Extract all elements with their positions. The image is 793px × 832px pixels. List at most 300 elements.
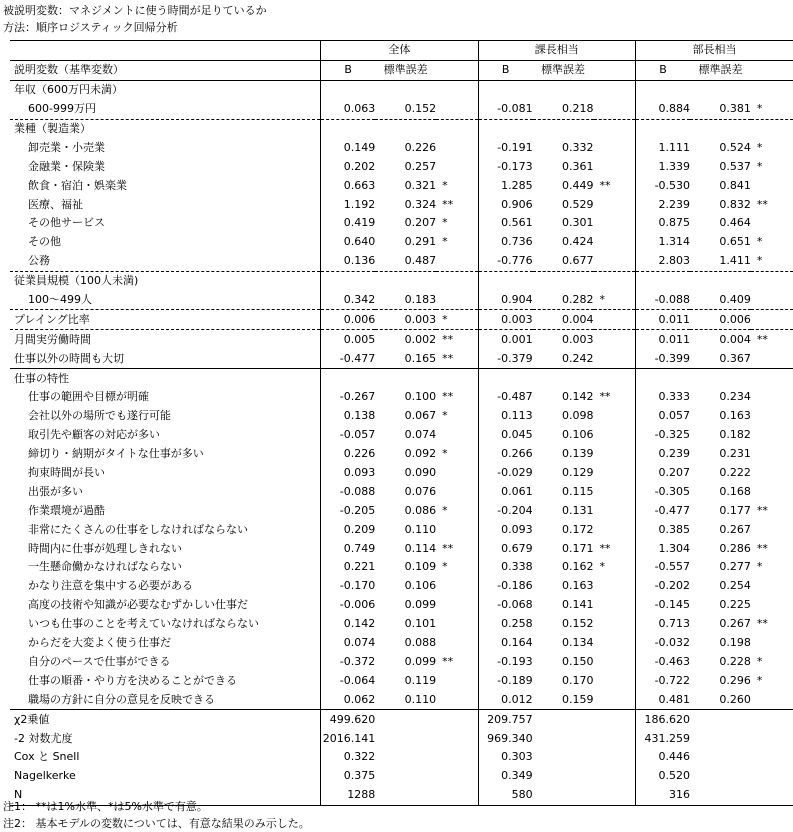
significance-cell [751, 634, 793, 653]
empty-cell [533, 786, 594, 805]
se-cell: 0.651 [719, 235, 751, 249]
significance-cell: ** [599, 390, 611, 404]
se-cell: 0.171 [562, 541, 594, 555]
empty-cell [533, 369, 594, 388]
coef-cell: 1.285 [478, 176, 533, 195]
significance-cell: * [442, 560, 448, 574]
empty-cell [594, 119, 636, 138]
coef-cell: -0.722 [635, 671, 690, 690]
coef-cell: 0.221 [321, 558, 376, 577]
se-cell: 0.449 [562, 178, 594, 192]
row-label: いつも仕事のことを考えていなければならない [28, 617, 259, 631]
se-cell: 0.101 [404, 617, 437, 631]
coef-cell: 0.342 [321, 291, 376, 310]
significance-cell: * [756, 673, 763, 687]
se-cell: 0.134 [562, 636, 594, 650]
significance-cell [594, 596, 636, 615]
significance-cell [594, 520, 636, 539]
row-label: 仕事の順番・やり方を決めることができる [28, 673, 237, 687]
significance-cell [436, 426, 478, 445]
significance-cell: ** [756, 197, 768, 211]
se-cell: 0.291 [404, 235, 437, 249]
coef-cell: -0.173 [478, 157, 533, 176]
stat-value: 0.520 [635, 767, 690, 786]
column-header-se: 標準誤差 [375, 60, 436, 80]
coef-cell: 0.906 [478, 195, 533, 214]
coef-cell: 0.061 [478, 482, 533, 501]
significance-cell: * [436, 310, 478, 330]
se-cell: 0.324 [404, 197, 437, 211]
empty-cell [321, 369, 376, 388]
significance-cell [436, 291, 478, 310]
se-cell: 0.296 [719, 673, 751, 687]
table-row [10, 426, 793, 445]
significance-cell: ** [599, 178, 611, 192]
se-cell: 0.198 [719, 636, 751, 650]
significance-cell: ** [442, 390, 454, 404]
group-header: 全体 [321, 41, 478, 61]
row-label: 自分のペースで仕事ができる [28, 654, 171, 668]
significance-cell: * [442, 216, 448, 230]
stat-value: 316 [635, 786, 690, 805]
category-row [10, 271, 793, 290]
coef-cell: -0.088 [635, 291, 690, 310]
column-header-sig [436, 60, 478, 80]
row-label: 作業環境が過酷 [28, 503, 105, 517]
significance-cell: * [756, 235, 763, 249]
stat-label: -2 対数尤度 [14, 731, 73, 745]
coef-cell: -0.267 [321, 388, 376, 407]
coef-cell: 2.803 [635, 252, 690, 271]
table-row [10, 596, 793, 615]
row-label: 従業員規模（100人未満) [10, 271, 321, 290]
significance-cell [436, 138, 478, 157]
significance-cell [594, 214, 636, 233]
group-header: 部長相当 [635, 41, 793, 61]
table-row [10, 464, 793, 483]
significance-cell: ** [442, 654, 454, 668]
dependent-variable-title: 被説明変数：マネジメントに使う時間が足りているか [3, 4, 267, 17]
se-cell: 0.129 [562, 466, 594, 480]
se-cell: 0.086 [404, 503, 437, 517]
stat-value: 431.259 [635, 729, 690, 748]
significance-cell [751, 464, 793, 483]
coef-cell: 1.304 [635, 539, 690, 558]
significance-cell: * [442, 409, 448, 423]
table-row [10, 291, 793, 310]
coef-cell: -0.372 [321, 653, 376, 672]
se-cell: 0.150 [562, 654, 594, 668]
row-label: 年収（600万円未満） [10, 80, 321, 99]
significance-cell [436, 157, 478, 176]
row-label: 締切り・納期がタイトな仕事が多い [28, 447, 204, 461]
se-cell: 0.141 [562, 598, 594, 612]
empty-cell [436, 271, 478, 290]
coef-cell: 0.333 [635, 388, 690, 407]
coef-cell: -0.487 [478, 388, 533, 407]
se-cell: 0.168 [719, 484, 751, 498]
coef-cell: 0.481 [635, 690, 690, 709]
significance-cell [436, 464, 478, 483]
row-label: 拘束時間が長い [28, 466, 105, 480]
empty-cell [751, 710, 793, 729]
se-cell: 0.152 [562, 617, 594, 631]
table-row [10, 138, 793, 157]
se-cell: 0.115 [562, 484, 594, 498]
coef-cell: 0.006 [321, 310, 376, 330]
row-label: 仕事の特性 [10, 369, 321, 388]
significance-cell: ** [756, 541, 768, 555]
coef-cell: 0.266 [478, 445, 533, 464]
significance-cell [594, 501, 636, 520]
se-cell: 0.537 [719, 159, 751, 173]
category-row [10, 80, 793, 99]
table-row [10, 501, 793, 520]
significance-cell [751, 291, 793, 310]
significance-cell [436, 615, 478, 634]
row-label: 卸売業・小売業 [28, 140, 105, 154]
significance-cell [751, 349, 793, 368]
table-notes [3, 798, 310, 832]
coef-cell: 0.904 [478, 291, 533, 310]
column-header-row [10, 60, 793, 80]
se-cell: 0.106 [562, 428, 594, 442]
se-cell: 0.267 [719, 522, 751, 536]
table-row [10, 615, 793, 634]
corner-cell [10, 41, 321, 61]
empty-cell [436, 748, 478, 767]
empty-cell [751, 119, 793, 138]
table-row [10, 671, 793, 690]
row-label: 月間実労働時間 [10, 330, 321, 349]
se-cell: 0.003 [533, 330, 594, 349]
column-header-b: B [321, 60, 376, 80]
se-cell: 0.332 [562, 140, 594, 154]
coef-cell: 0.663 [321, 176, 376, 195]
coef-cell: -0.463 [635, 653, 690, 672]
empty-cell [436, 119, 478, 138]
coef-cell: 0.045 [478, 426, 533, 445]
empty-cell [690, 748, 751, 767]
coef-cell: 0.875 [635, 214, 690, 233]
coef-cell: -0.399 [635, 349, 690, 368]
significance-cell [751, 577, 793, 596]
se-cell: 0.098 [562, 409, 594, 423]
row-label: プレイング比率 [10, 310, 321, 330]
significance-cell [594, 349, 636, 368]
se-cell: 0.003 [375, 310, 436, 330]
empty-cell [375, 710, 436, 729]
row-label: 高度の技術や知識が必要なむずかしい仕事だ [28, 598, 248, 612]
se-cell: 0.170 [562, 673, 594, 687]
empty-cell [321, 80, 376, 99]
empty-cell [594, 271, 636, 290]
se-cell: 0.487 [404, 254, 437, 268]
table-row [10, 653, 793, 672]
row-label: その他 [28, 235, 61, 249]
table-row [10, 157, 793, 176]
stat-value: 0.303 [478, 748, 533, 767]
fit-stat-row [10, 767, 793, 786]
significance-cell [751, 407, 793, 426]
fit-stat-row [10, 710, 793, 729]
empty-cell [533, 119, 594, 138]
stat-value: 0.349 [478, 767, 533, 786]
coef-cell: 0.202 [321, 157, 376, 176]
empty-cell [478, 119, 533, 138]
significance-cell [594, 634, 636, 653]
coef-cell: -0.557 [635, 558, 690, 577]
table-row [10, 690, 793, 709]
row-label: かなり注意を集中する必要がある [28, 579, 193, 593]
significance-cell: * [442, 235, 448, 249]
significance-cell [436, 596, 478, 615]
row-label: 職場の方針に自分の意見を反映できる [28, 692, 215, 706]
se-cell: 0.131 [562, 503, 594, 517]
se-cell: 0.226 [404, 140, 437, 154]
se-cell: 0.172 [562, 522, 594, 536]
significance-cell: * [756, 560, 763, 574]
se-cell: 0.301 [562, 216, 594, 230]
significance-cell: * [599, 293, 605, 307]
coef-cell: 0.385 [635, 520, 690, 539]
se-cell: 0.163 [562, 579, 594, 593]
stat-label: χ2乗値 [10, 710, 321, 729]
significance-cell: * [756, 140, 763, 154]
se-cell: 0.159 [562, 692, 594, 706]
empty-cell [690, 369, 751, 388]
table-row [10, 176, 793, 195]
se-cell: 0.277 [719, 560, 751, 574]
coef-cell: 0.884 [635, 100, 690, 119]
se-cell: 0.524 [719, 140, 751, 154]
empty-cell [635, 80, 690, 99]
se-cell: 0.231 [719, 447, 751, 461]
empty-cell [690, 786, 751, 805]
significance-cell [436, 634, 478, 653]
se-cell: 0.092 [404, 447, 437, 461]
stat-label: N [10, 786, 321, 805]
significance-cell: ** [442, 197, 454, 211]
note-line: 注1： **は1%水準、*は5%水準で有意。 [3, 800, 208, 813]
empty-cell [751, 729, 793, 748]
se-cell: 0.139 [562, 447, 594, 461]
coef-cell: 0.736 [478, 233, 533, 252]
empty-cell [533, 767, 594, 786]
stat-label: Cox と Snell [14, 750, 80, 764]
significance-cell: ** [442, 351, 454, 365]
empty-cell [751, 767, 793, 786]
stat-value: 2016.141 [321, 729, 376, 748]
empty-cell [635, 369, 690, 388]
se-cell: 0.841 [719, 178, 751, 192]
significance-cell [594, 482, 636, 501]
significance-cell [594, 100, 636, 119]
se-cell: 0.162 [562, 560, 594, 574]
empty-cell [594, 369, 636, 388]
se-cell: 0.218 [562, 102, 594, 116]
significance-cell: * [756, 654, 763, 668]
significance-cell [594, 690, 636, 709]
significance-cell: * [442, 447, 448, 461]
note-line: 注2： 基本モデルの変数については、有意な結果のみ示した。 [3, 817, 310, 830]
se-cell: 0.099 [404, 598, 437, 612]
se-cell: 0.282 [562, 293, 594, 307]
empty-cell [436, 369, 478, 388]
coef-cell: 1.339 [635, 157, 690, 176]
stat-value: 209.757 [478, 710, 533, 729]
significance-cell: ** [599, 541, 611, 555]
coef-cell: 0.164 [478, 634, 533, 653]
column-header-sig [751, 60, 793, 80]
coef-cell: -0.776 [478, 252, 533, 271]
coef-cell: 0.011 [635, 330, 690, 349]
se-cell: 0.464 [719, 216, 751, 230]
significance-cell [594, 577, 636, 596]
row-label: 100～499人 [28, 293, 92, 307]
method-title: 方法：順序ロジスティック回帰分析 [3, 21, 178, 34]
coef-cell: -0.145 [635, 596, 690, 615]
se-cell: 0.234 [719, 390, 751, 404]
row-label: 会社以外の場所でも遂行可能 [28, 409, 171, 423]
empty-cell [375, 369, 436, 388]
coef-cell: -0.006 [321, 596, 376, 615]
empty-cell [690, 710, 751, 729]
se-cell: 0.254 [719, 579, 751, 593]
coef-cell: 1.111 [635, 138, 690, 157]
se-cell: 0.222 [719, 466, 751, 480]
empty-cell [375, 119, 436, 138]
empty-cell [594, 729, 636, 748]
se-cell: 0.260 [719, 692, 751, 706]
empty-cell [690, 119, 751, 138]
coef-cell: 0.005 [321, 330, 376, 349]
empty-cell [751, 369, 793, 388]
coef-cell: 0.209 [321, 520, 376, 539]
se-cell: 0.409 [719, 293, 751, 307]
se-cell: 0.361 [562, 159, 594, 173]
coef-cell: -0.204 [478, 501, 533, 520]
significance-cell: ** [756, 503, 768, 517]
fit-stat-row [10, 748, 793, 767]
se-cell: 0.119 [404, 673, 437, 687]
se-cell: 0.165 [404, 351, 437, 365]
coef-cell: 0.713 [635, 615, 690, 634]
coef-cell: 0.142 [321, 615, 376, 634]
significance-cell [751, 388, 793, 407]
coef-cell: 0.561 [478, 214, 533, 233]
significance-cell: ** [756, 617, 768, 631]
empty-cell [321, 271, 376, 290]
significance-cell [751, 445, 793, 464]
coef-cell: -0.305 [635, 482, 690, 501]
stat-value: 580 [478, 786, 533, 805]
se-cell: 0.099 [404, 654, 437, 668]
se-cell: 0.004 [690, 330, 751, 349]
se-cell: 0.067 [404, 409, 437, 423]
category-row [10, 119, 793, 138]
table-row [10, 539, 793, 558]
row-label: 公務 [28, 254, 50, 268]
fit-stat-row [10, 729, 793, 748]
se-cell: 0.106 [404, 579, 437, 593]
coef-cell: -0.379 [478, 349, 533, 368]
significance-cell [594, 138, 636, 157]
empty-cell [533, 748, 594, 767]
coef-cell: -0.081 [478, 100, 533, 119]
coef-cell: -0.205 [321, 501, 376, 520]
significance-cell [594, 233, 636, 252]
coef-cell: 0.001 [478, 330, 533, 349]
se-cell: 0.832 [719, 197, 751, 211]
coef-cell: 0.062 [321, 690, 376, 709]
se-cell: 0.074 [404, 428, 437, 442]
coef-cell: -0.064 [321, 671, 376, 690]
empty-cell [635, 119, 690, 138]
category-row [10, 369, 793, 388]
significance-cell: * [756, 102, 763, 116]
se-cell: 1.411 [719, 254, 751, 268]
empty-cell [690, 80, 751, 99]
stat-value: 0.375 [321, 767, 376, 786]
stat-value: 1288 [321, 786, 376, 805]
coef-cell: 0.138 [321, 407, 376, 426]
coef-cell: 0.074 [321, 634, 376, 653]
empty-cell [594, 80, 636, 99]
significance-cell [594, 615, 636, 634]
row-label: 一生懸命働かなければならない [28, 560, 182, 574]
stat-label: Nagelkerke [14, 769, 76, 783]
stat-value: 186.620 [635, 710, 690, 729]
se-cell: 0.152 [404, 102, 437, 116]
se-cell: 0.163 [719, 409, 751, 423]
significance-cell: ** [442, 541, 454, 555]
group-header-row [10, 41, 793, 61]
column-header-sig [594, 60, 636, 80]
coef-cell: -0.068 [478, 596, 533, 615]
significance-cell: * [756, 159, 763, 173]
empty-cell [375, 767, 436, 786]
significance-cell [751, 520, 793, 539]
empty-cell [635, 271, 690, 290]
stat-value: 499.620 [321, 710, 376, 729]
coef-cell: -0.029 [478, 464, 533, 483]
coef-cell: 0.338 [478, 558, 533, 577]
row-label: からだを大変よく使う仕事だ [28, 636, 171, 650]
significance-cell [436, 100, 478, 119]
coef-cell: 1.192 [321, 195, 376, 214]
significance-cell: * [442, 178, 448, 192]
coef-cell: -0.530 [635, 176, 690, 195]
significance-cell [436, 671, 478, 690]
table-row [10, 100, 793, 119]
table-row [10, 330, 793, 349]
row-label: 仕事の範囲や目標が明確 [28, 390, 149, 404]
empty-cell [436, 729, 478, 748]
empty-cell [436, 80, 478, 99]
empty-cell [436, 710, 478, 729]
table-row [10, 233, 793, 252]
significance-cell [594, 330, 636, 349]
coef-cell: -0.032 [635, 634, 690, 653]
table-row [10, 349, 793, 368]
se-cell: 0.177 [719, 503, 751, 517]
coef-cell: 1.314 [635, 233, 690, 252]
coef-cell: 0.057 [635, 407, 690, 426]
significance-cell [751, 214, 793, 233]
coef-cell: 0.258 [478, 615, 533, 634]
coef-cell: -0.186 [478, 577, 533, 596]
